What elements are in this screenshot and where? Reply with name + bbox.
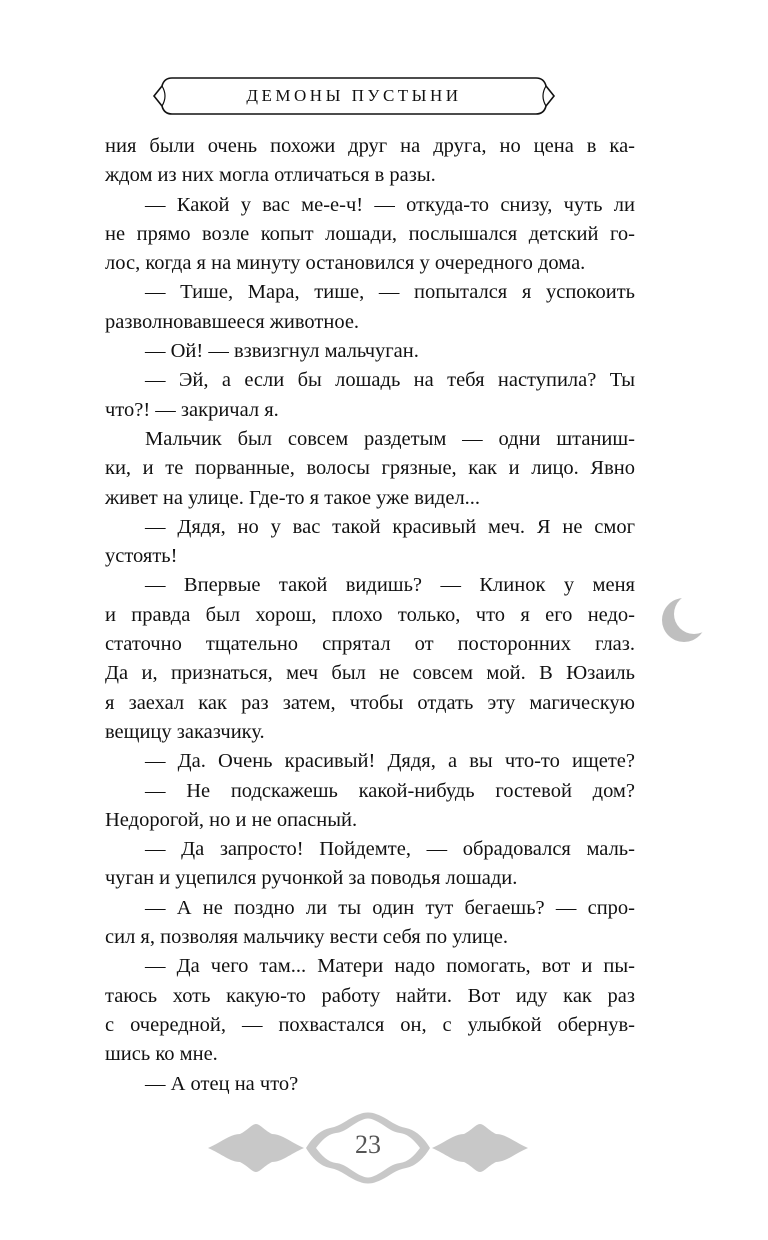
text-line: и правда был хорош, плохо только, что я его недо- bbox=[105, 603, 635, 626]
text-line: Недорогой, но и не опасный. bbox=[105, 808, 358, 831]
text-line: живет на улице. Где-то я такое уже видел... bbox=[105, 486, 481, 509]
crescent-moon-icon bbox=[660, 594, 712, 651]
text-line: ки, и те порванные, волосы грязные, как и лицо. Явно bbox=[105, 457, 635, 480]
text-line: я заехал как раз затем, чтобы отдать эту магическую bbox=[105, 691, 635, 714]
text-line: Да и, признаться, меч был не совсем мой. В Юзаиль bbox=[105, 662, 635, 685]
text-line: ждом из них могла отличаться в разы. bbox=[105, 164, 436, 187]
running-header bbox=[150, 72, 558, 120]
text-line: шись ко мне. bbox=[105, 1043, 218, 1066]
text-line: — А отец на что? bbox=[145, 1072, 299, 1095]
text-line: — Не подскажешь какой-нибудь гостевой дом? bbox=[145, 779, 635, 802]
text-line: Мальчик был совсем раздетым — одни штаниш- bbox=[145, 427, 635, 450]
text-line: — Тише, Мара, тише, — попытался я успокоить bbox=[145, 281, 635, 304]
text-line: — Дядя, но у вас такой красивый меч. Я не смог bbox=[145, 515, 635, 538]
text-line: — Эй, а если бы лошадь на тебя наступила? Ты bbox=[145, 369, 635, 392]
text-line: устоять! bbox=[105, 545, 178, 568]
text-line: — Да. Очень красивый! Дядя, а вы что-то ищете? bbox=[145, 750, 635, 773]
header-title: ДЕМОНЫ ПУСТЫНИ bbox=[246, 86, 462, 105]
page-number: 23 bbox=[355, 1130, 381, 1159]
text-line: вещицу заказчику. bbox=[105, 720, 265, 743]
text-line: не прямо возле копыт лошади, послышался детский го- bbox=[105, 222, 635, 245]
text-line: разволновавшееся животное. bbox=[105, 310, 360, 333]
text-line: лос, когда я на минуту остановился у очередного дома. bbox=[105, 252, 586, 275]
text-line: — Да чего там... Матери надо помогать, вот и пы- bbox=[145, 955, 635, 978]
text-line: ния были очень похожи друг на друга, но цена в ка- bbox=[105, 135, 635, 157]
text-line: — Да запросто! Пойдемте, — обрадовался маль- bbox=[145, 838, 635, 861]
text-line: — Какой у вас ме-е-ч! — откуда-то снизу, чуть ли bbox=[145, 193, 635, 216]
body-text bbox=[105, 132, 635, 1099]
text-line: чуган и уцепился ручонкой за поводья лошади. bbox=[105, 867, 518, 890]
text-line: — Ой! — взвизгнул мальчуган. bbox=[145, 340, 419, 363]
text-line: — А не поздно ли ты один тут бегаешь? — спро- bbox=[145, 896, 635, 919]
text-line: статочно тщательно спрятал от посторонних глаз. bbox=[105, 633, 635, 656]
text-line: таюсь хоть какую-то работу найти. Вот иду как раз bbox=[105, 984, 635, 1007]
page-footer bbox=[208, 1108, 528, 1188]
text-line: что?! — закричал я. bbox=[105, 398, 279, 421]
text-line: с очередной, — похвастался он, с улыбкой обернув- bbox=[105, 1013, 635, 1036]
text-line: сил я, позволяя мальчику вести себя по улице. bbox=[105, 926, 508, 949]
text-line: — Впервые такой видишь? — Клинок у меня bbox=[145, 574, 635, 597]
